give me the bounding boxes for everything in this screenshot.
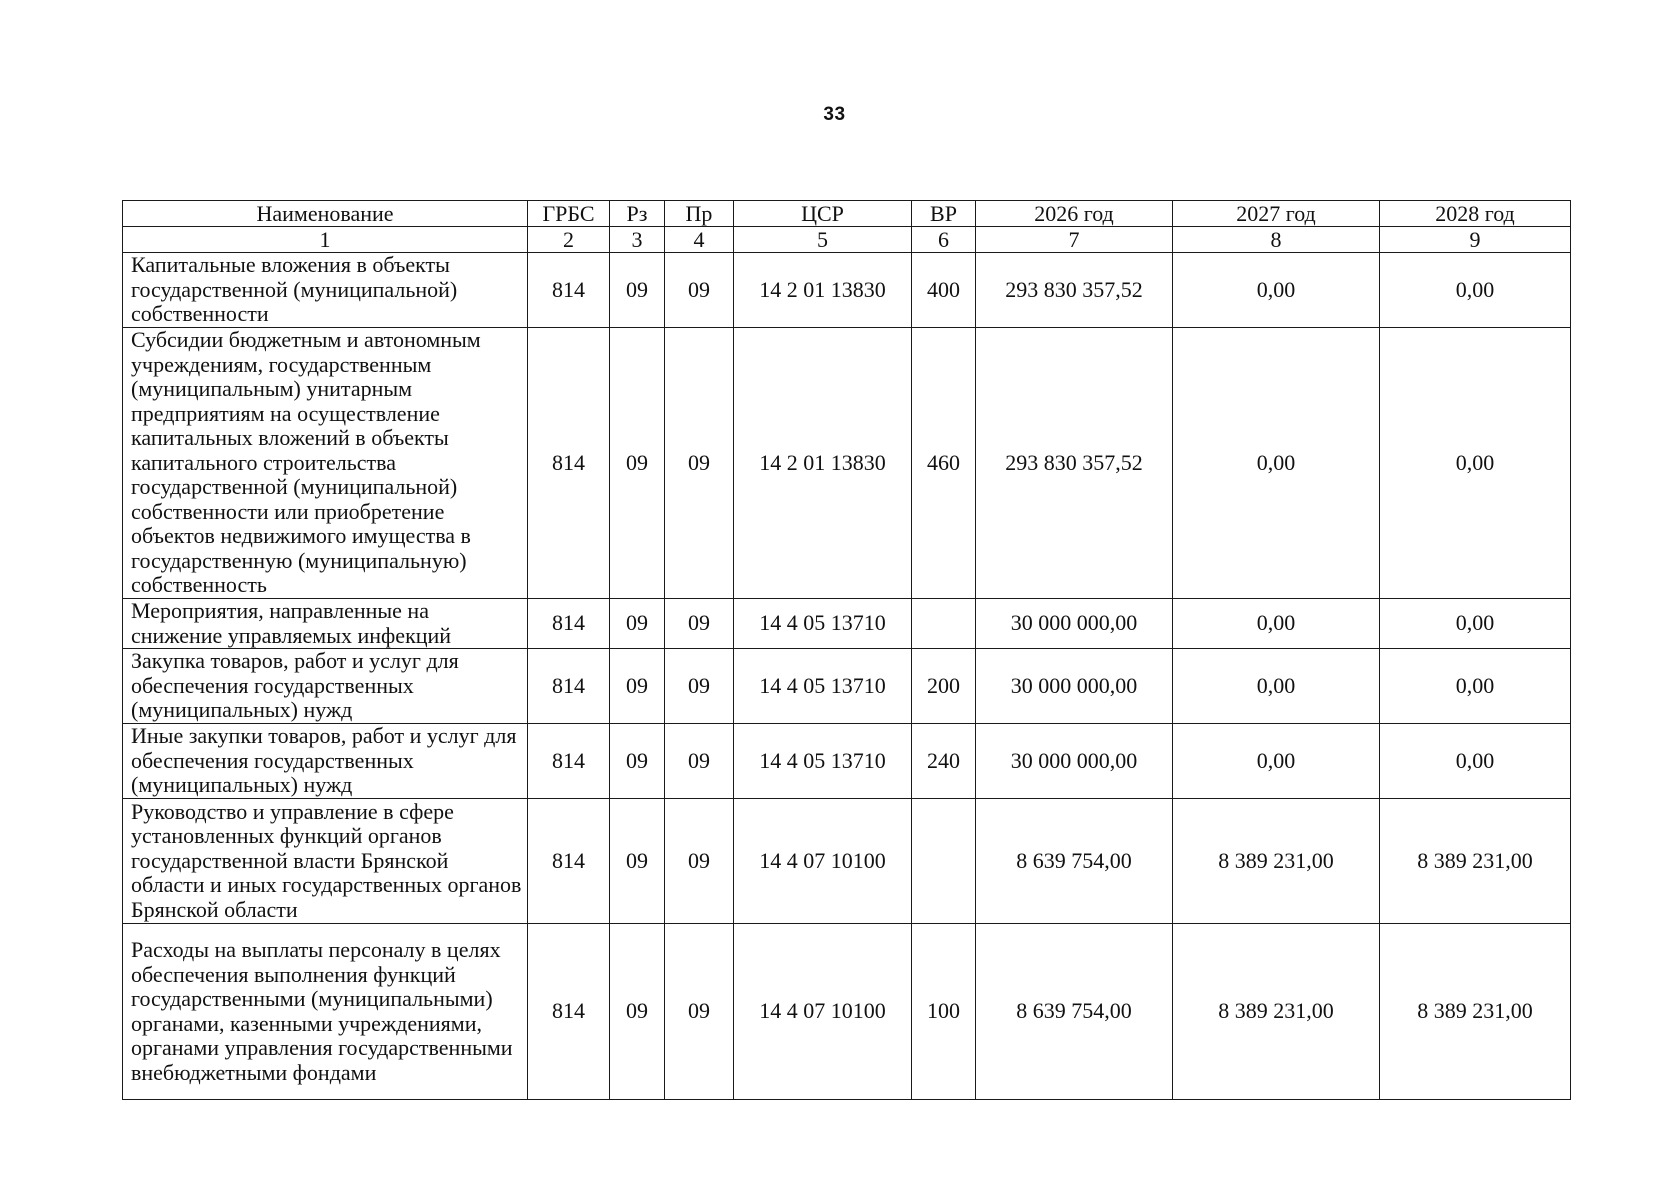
- table-row: [123, 924, 1571, 1100]
- header-row: [123, 201, 1571, 227]
- column-number: 9: [1380, 227, 1571, 253]
- row-2028: 0,00: [1380, 724, 1571, 799]
- table-row: [123, 599, 1571, 649]
- row-rz: 09: [610, 599, 665, 649]
- row-csr: 14 2 01 13830: [734, 253, 912, 328]
- header-pr: Пр: [665, 201, 734, 227]
- row-pr: 09: [665, 328, 734, 599]
- row-2027: 8 389 231,00: [1173, 924, 1380, 1100]
- page-number: 33: [823, 104, 846, 125]
- row-grbs: 814: [528, 599, 610, 649]
- column-number: 2: [528, 227, 610, 253]
- row-2026: 8 639 754,00: [976, 924, 1173, 1100]
- row-pr: 09: [665, 924, 734, 1100]
- row-2028: 0,00: [1380, 253, 1571, 328]
- row-vr: 200: [912, 649, 976, 724]
- row-vr: [912, 599, 976, 649]
- row-grbs: 814: [528, 799, 610, 924]
- header-2028: 2028 год: [1380, 201, 1571, 227]
- row-csr: 14 4 05 13710: [734, 724, 912, 799]
- row-name: Мероприятия, направленные на снижение управляемых инфекций: [123, 599, 528, 649]
- row-name: Расходы на выплаты персоналу в целях обеспечения выполнения функций государственными (муниципальными) органами, казенными учреждениями, органами управления государственными внебюджетными фондами: [123, 924, 528, 1100]
- row-2026: 293 830 357,52: [976, 328, 1173, 599]
- row-rz: 09: [610, 649, 665, 724]
- header-csr: ЦСР: [734, 201, 912, 227]
- table-row: [123, 799, 1571, 924]
- row-csr: 14 4 05 13710: [734, 649, 912, 724]
- row-rz: 09: [610, 799, 665, 924]
- row-vr: 100: [912, 924, 976, 1100]
- column-number: 6: [912, 227, 976, 253]
- row-2028: 8 389 231,00: [1380, 924, 1571, 1100]
- row-vr: [912, 799, 976, 924]
- row-csr: 14 2 01 13830: [734, 328, 912, 599]
- header-2026: 2026 год: [976, 201, 1173, 227]
- row-grbs: 814: [528, 649, 610, 724]
- row-2028: 8 389 231,00: [1380, 799, 1571, 924]
- row-2026: 293 830 357,52: [976, 253, 1173, 328]
- row-2026: 30 000 000,00: [976, 649, 1173, 724]
- row-rz: 09: [610, 328, 665, 599]
- row-name: Иные закупки товаров, работ и услуг для обеспечения государственных (муниципальных) нужд: [123, 724, 528, 799]
- row-2026: 8 639 754,00: [976, 799, 1173, 924]
- row-vr: 240: [912, 724, 976, 799]
- row-2028: 0,00: [1380, 328, 1571, 599]
- row-name: Субсидии бюджетным и автономным учреждениям, государственным (муниципальным) унитарным предприятиям на осуществление капитальных вложений в объекты капитального строительства государственной (муниципальной) собственности или приобретение объектов недвижимого имущества в государственную (муниципальную) собственность: [123, 328, 528, 599]
- column-number: 5: [734, 227, 912, 253]
- row-2028: 0,00: [1380, 649, 1571, 724]
- row-pr: 09: [665, 724, 734, 799]
- row-2027: 0,00: [1173, 649, 1380, 724]
- row-name: Капитальные вложения в объекты государственной (муниципальной) собственности: [123, 253, 528, 328]
- column-number: 7: [976, 227, 1173, 253]
- row-name: Закупка товаров, работ и услуг для обеспечения государственных (муниципальных) нужд: [123, 649, 528, 724]
- row-2027: 8 389 231,00: [1173, 799, 1380, 924]
- row-csr: 14 4 05 13710: [734, 599, 912, 649]
- row-vr: 400: [912, 253, 976, 328]
- row-rz: 09: [610, 724, 665, 799]
- header-grbs: ГРБС: [528, 201, 610, 227]
- row-2027: 0,00: [1173, 724, 1380, 799]
- budget-table: [122, 200, 1571, 1100]
- column-number: 8: [1173, 227, 1380, 253]
- row-2027: 0,00: [1173, 328, 1380, 599]
- row-pr: 09: [665, 649, 734, 724]
- row-grbs: 814: [528, 924, 610, 1100]
- table-row: [123, 649, 1571, 724]
- row-pr: 09: [665, 253, 734, 328]
- row-csr: 14 4 07 10100: [734, 799, 912, 924]
- column-number: 3: [610, 227, 665, 253]
- row-2026: 30 000 000,00: [976, 599, 1173, 649]
- row-pr: 09: [665, 799, 734, 924]
- row-grbs: 814: [528, 253, 610, 328]
- row-2026: 30 000 000,00: [976, 724, 1173, 799]
- header-vr: ВР: [912, 201, 976, 227]
- row-2027: 0,00: [1173, 253, 1380, 328]
- row-2028: 0,00: [1380, 599, 1571, 649]
- row-pr: 09: [665, 599, 734, 649]
- header-name: Наименование: [123, 201, 528, 227]
- row-rz: 09: [610, 924, 665, 1100]
- table-row: [123, 328, 1571, 599]
- column-number: 4: [665, 227, 734, 253]
- row-vr: 460: [912, 328, 976, 599]
- table-row: [123, 253, 1571, 328]
- row-rz: 09: [610, 253, 665, 328]
- row-2027: 0,00: [1173, 599, 1380, 649]
- header-2027: 2027 год: [1173, 201, 1380, 227]
- column-number: 1: [123, 227, 528, 253]
- row-grbs: 814: [528, 724, 610, 799]
- table-row: [123, 724, 1571, 799]
- row-csr: 14 4 07 10100: [734, 924, 912, 1100]
- header-rz: Рз: [610, 201, 665, 227]
- row-name: Руководство и управление в сфере установленных функций органов государственной власти Брянской области и иных государственных органов Брянской области: [123, 799, 528, 924]
- column-number-row: [123, 227, 1571, 253]
- row-grbs: 814: [528, 328, 610, 599]
